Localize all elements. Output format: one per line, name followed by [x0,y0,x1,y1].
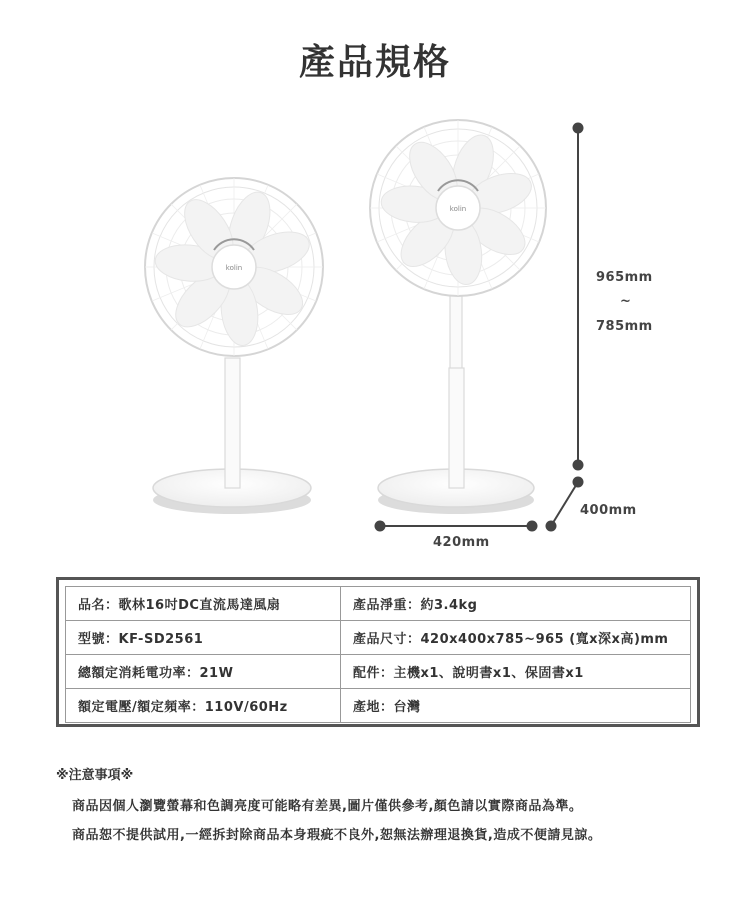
notes-line-return: 商品恕不提供試用,一經拆封除商品本身瑕疵不良外,恕無法辦理退換貨,造成不便請見諒。 [72,828,602,843]
height-min-label: 785mm [596,319,653,334]
width-label: 420mm [433,535,490,550]
spec-accessories: 配件：主機x1、說明書x1、保固書x1 [341,655,691,689]
spec-origin: 產地：台灣 [341,689,691,723]
notes-section [56,764,736,853]
spec-power: 總額定消耗電功率：21W [66,655,341,689]
page-title: 產品規格 [298,42,451,83]
height-max-label: 965mm [596,270,653,285]
fan-large [370,120,546,514]
spec-row [66,587,691,621]
notes-line-color: 商品因個人瀏覽螢幕和色調亮度可能略有差異,圖片僅供參考,顏色請以實際商品為準。 [72,799,583,814]
fan-large-logo: kolin [449,205,467,213]
depth-label: 400mm [580,503,637,518]
spec-net-weight: 產品淨重：約3.4kg [341,587,691,621]
width-dimension-line [375,521,538,532]
spec-model: 型號：KF-SD2561 [66,621,341,655]
depth-dimension-line [546,477,584,532]
spec-size: 產品尺寸：420x400x785~965 (寬x深x高)mm [341,621,691,655]
spec-row [66,689,691,723]
notes-heading: ※注意事項※ [56,768,134,783]
height-dimension-line [573,123,584,471]
fan-small-logo: kolin [225,264,243,272]
spec-table [65,586,691,723]
spec-row [66,655,691,689]
spec-product-name: 品名：歌林16吋DC直流馬達風扇 [66,587,341,621]
spec-row [66,621,691,655]
spec-table-frame [56,577,700,727]
fan-small [145,178,323,514]
spec-voltage: 額定電壓/額定頻率：110V/60Hz [66,689,341,723]
height-separator: ~ [620,294,632,309]
